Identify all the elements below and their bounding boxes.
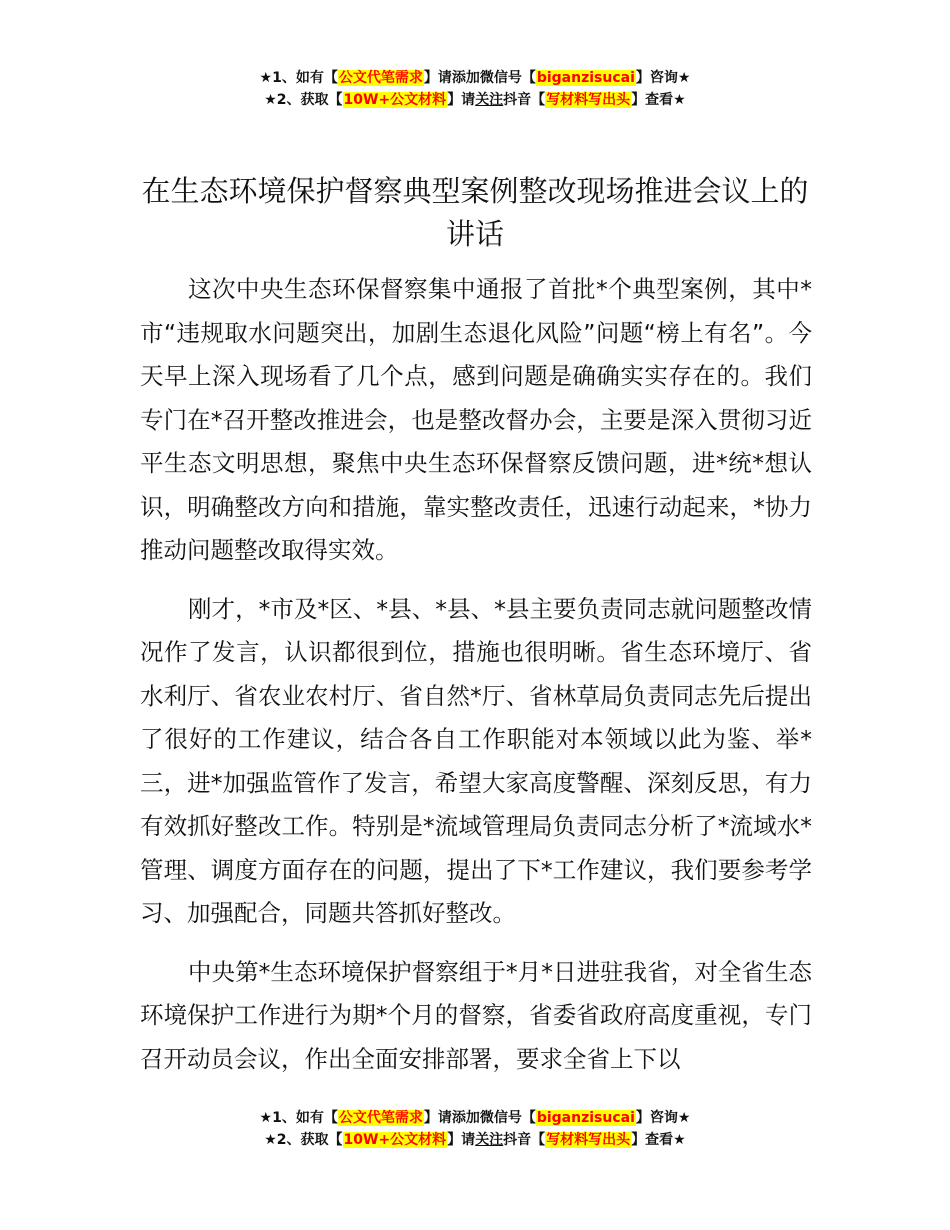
banner-text: 抖音【 [503,92,546,108]
banner-text: ★1、如有【 [259,1110,338,1126]
banner-line-1 [0,1107,950,1129]
banner-text: 】请添加微信号【 [423,70,536,86]
banner-text: 抖音【 [503,1132,546,1148]
banner-line-1 [0,67,950,89]
banner-line-2 [0,1129,950,1151]
banner-text: 】咨询★ [635,1110,691,1126]
paragraph: 刚才，*市及*区、*县、*县、*县主要负责同志就问题整改情况作了发言，认识都很到位，措施也很明晰。省生态环境厅、省水利厅、省农业农村厅、省自然*厅、省林草局负责同志先后提出了很好的工作建议，结合各自工作职能对本领域以此为鉴、举*三，进*加强监管作了发言，希望大家高度警醒、深刻反思，有力有效抓好整改工作。特别是*流域管理局负责同志分析了*流域水*管理、调度方面存在的问题，提出了下*工作建议，我们要参考学习、加强配合，同题共答抓好整改。 [140,594,812,927]
banner-text: 】查看★ [631,92,686,108]
banner-highlight: biganzisucai [536,1110,635,1126]
banner-highlight: biganzisucai [536,70,635,86]
banner-highlight: 公文代笔需求 [338,1110,423,1126]
banner-highlight: 10W+公文材料 [343,1132,447,1148]
banner-underlined-text: 关注 [475,1132,504,1148]
banner-text: 】请 [447,1132,476,1148]
document-body [140,268,812,1096]
banner-text: ★2、获取【 [264,92,343,108]
banner-text: 】查看★ [631,1132,686,1148]
footer-banner [0,1107,950,1151]
banner-line-2 [0,89,950,111]
banner-text: 】请添加微信号【 [423,1110,536,1126]
paragraph: 中央第*生态环境保护督察组于*月*日进驻我省，对全省生态环境保护工作进行为期*个月的督察，省委省政府高度重视，专门召开动员会议，作出全面安排部署，要求全省上下以 [140,957,812,1073]
banner-highlight: 写材料写出头 [546,1132,631,1148]
banner-underlined-text: 关注 [475,92,504,108]
banner-highlight: 写材料写出头 [546,92,631,108]
document-title: 在生态环境保护督察典型案例整改现场推进会议上的讲话 [141,174,809,251]
header-banner [0,67,950,111]
banner-text: 】请 [447,92,476,108]
banner-text: ★2、获取【 [264,1132,343,1148]
banner-highlight: 公文代笔需求 [338,70,423,86]
paragraph: 这次中央生态环保督察集中通报了首批*个典型案例，其中*市“违规取水问题突出，加剧生态退化风险”问题“榜上有名”。今天早上深入现场看了几个点，感到问题是确确实实存在的。我们专门在*召开整改推进会，也是整改督办会，主要是深入贯彻习近平生态文明思想，聚焦中央生态环保督察反馈问题，进*统*想认识，明确整改方向和措施，靠实整改责任，迅速行动起来，*协力推动问题整改取得实效。 [140,275,812,564]
banner-text: 】咨询★ [635,70,691,86]
banner-highlight: 10W+公文材料 [343,92,447,108]
banner-text: ★1、如有【 [259,70,338,86]
